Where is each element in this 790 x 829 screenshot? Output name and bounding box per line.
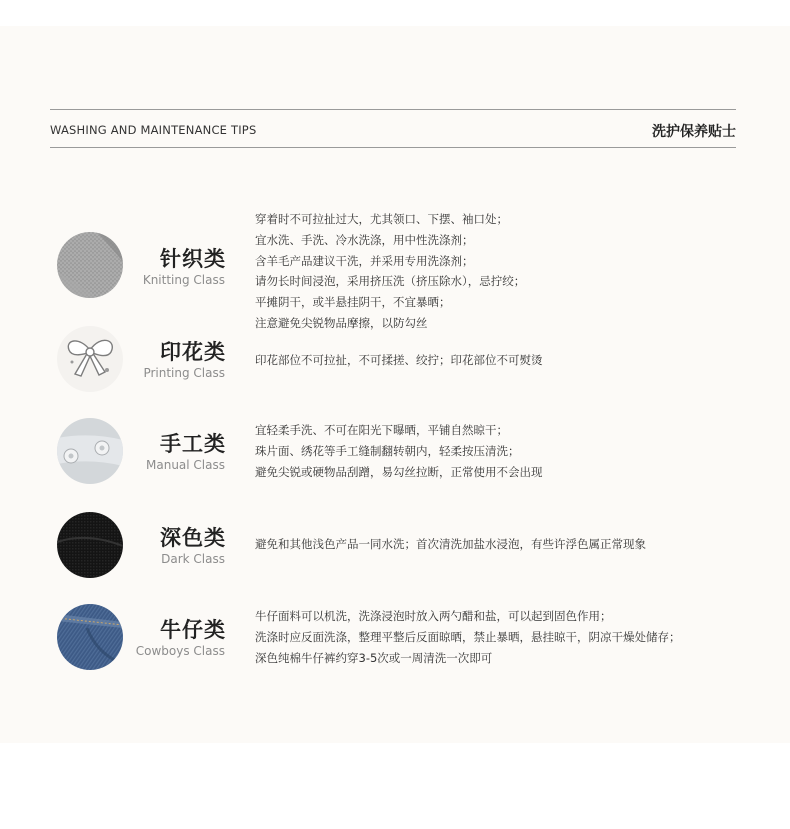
tip-line: 请勿长时间浸泡，采用挤压洗（挤压除水），忌拧绞； (255, 274, 526, 289)
black-fabric-image (57, 512, 123, 578)
category-title-cn: 手工类 (160, 432, 226, 456)
category-title-en: Printing Class (143, 366, 225, 380)
tip-line: 平摊阴干，或半悬挂阴干，不宜暴晒； (255, 295, 451, 310)
header-bottom-divider (50, 147, 736, 148)
tip-line: 避免和其他浅色产品一同水洗；首次清洗加盐水浸泡，有些许浮色属正常现象 (255, 537, 646, 551)
bow-print-image (57, 326, 123, 392)
tip-line: 宜轻柔手洗、不可在阳光下曝晒，平铺自然晾干； (255, 423, 508, 437)
tip-line: 穿着时不可拉扯过大，尤其领口、下摆、袖口处； (255, 212, 508, 226)
tip-line: 宜水洗、手洗、冷水洗涤，用中性洗涤剂； (255, 232, 474, 247)
tip-line: 避免尖锐或硬物品刮蹭，易勾丝拉断，正常使用不会出现 (255, 464, 543, 479)
category-row-denim (0, 604, 790, 674)
category-row-dark (0, 512, 790, 582)
category-row-printing (0, 326, 790, 396)
category-tips (255, 420, 543, 482)
header-title-en: WASHING AND MAINTENANCE TIPS (50, 123, 257, 137)
category-tips (255, 209, 525, 334)
tip-line: 珠片面、绣花等手工缝制翻转朝内，轻柔按压清洗； (255, 443, 520, 458)
tip-line: 含羊毛产品建议干洗，并采用专用洗涤剂； (255, 253, 474, 268)
category-tips (255, 606, 681, 668)
category-title-cn: 印花类 (160, 340, 226, 364)
tip-line: 深色纯棉牛仔裤约穿3-5次或一周清洗一次即可 (255, 650, 493, 665)
header-title-cn: 洗护保养贴士 (652, 124, 736, 140)
category-title-en: Manual Class (146, 458, 225, 472)
category-title-cn: 牛仔类 (160, 618, 226, 642)
tip-line: 洗涤时应反面洗涤，整理平整后反面晾晒，禁止暴晒，悬挂晾干，阴凉干燥处储存； (255, 629, 681, 644)
category-title-en: Dark Class (161, 552, 225, 566)
category-row-knitting (0, 206, 790, 336)
header-top-divider (50, 109, 736, 110)
tip-line: 牛仔面料可以机洗，洗涤浸泡时放入两勺醋和盐，可以起到固色作用； (255, 609, 612, 623)
category-title-en: Cowboys Class (135, 644, 225, 658)
category-row-manual (0, 418, 790, 488)
category-title-cn: 深色类 (160, 526, 226, 550)
tip-line: 印花部位不可拉扯，不可揉搓、绞拧；印花部位不可熨烫 (255, 353, 543, 367)
category-tips (255, 534, 646, 555)
denim-fabric-image (57, 604, 123, 670)
tip-line: 注意避免尖锐物品摩擦，以防勾丝 (255, 315, 428, 330)
category-tips (255, 350, 543, 371)
knit-fabric-image (57, 232, 123, 298)
category-title-en: Knitting Class (142, 273, 225, 287)
tips-panel (0, 26, 790, 743)
embroidered-fabric-image (57, 418, 123, 484)
category-title-cn: 针织类 (160, 247, 226, 271)
